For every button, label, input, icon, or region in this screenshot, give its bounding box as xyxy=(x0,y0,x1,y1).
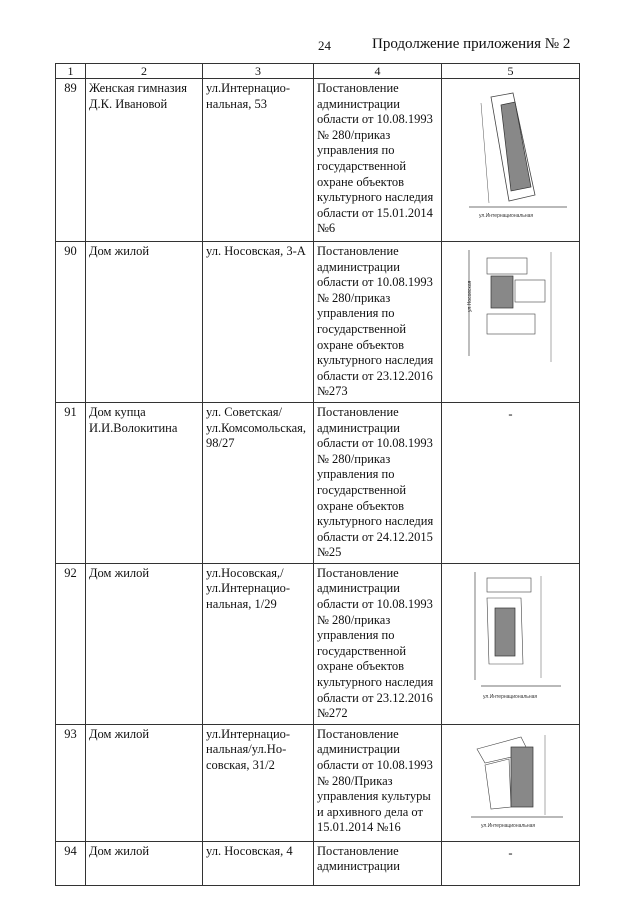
page-number: 24 xyxy=(318,38,331,53)
street-label: ул.Интернациональная xyxy=(482,693,537,700)
site-plan xyxy=(442,841,580,885)
protection-document: Постановление администрации области от 10.08.1993 № 280/Приказ управления культуры и архивного дела от 15.01.2014 №16 xyxy=(314,724,442,841)
column-header: 1 xyxy=(56,64,86,79)
object-address: ул. Носовская, 3-А xyxy=(203,242,314,403)
object-address: ул.Интернацио-нальная, 53 xyxy=(203,79,314,242)
site-plan-drawing xyxy=(451,729,571,833)
site-plan xyxy=(442,79,580,242)
row-number: 90 xyxy=(56,242,86,403)
no-plan-dash: - xyxy=(508,406,513,421)
row-number: 92 xyxy=(56,563,86,724)
table-row xyxy=(56,402,580,563)
column-header: 2 xyxy=(86,64,203,79)
table-header-row xyxy=(56,64,580,79)
object-name: Женская гимназия Д.К. Ивановой xyxy=(86,79,203,242)
appendix-title: Продолжение приложения № 2 xyxy=(372,36,571,52)
street-label: ул.Интернациональная xyxy=(480,822,535,829)
monuments-table xyxy=(55,63,580,886)
street-label: ул.Носовская xyxy=(466,280,473,312)
site-plan-drawing xyxy=(451,568,571,704)
no-plan-dash: - xyxy=(508,845,513,860)
row-number: 93 xyxy=(56,724,86,841)
object-address: ул. Советская/ ул.Комсомольская, 98/27 xyxy=(203,402,314,563)
column-header: 5 xyxy=(442,64,580,79)
site-plan xyxy=(442,563,580,724)
protection-document: Постановление администрации xyxy=(314,841,442,885)
protection-document: Постановление администрации области от 10.08.1993 № 280/приказ управления по государственной охране объектов культурного наследия области от 23.12.2016 №273 xyxy=(314,242,442,403)
object-name: Дом жилой xyxy=(86,242,203,403)
protection-document: Постановление администрации области от 10.08.1993 № 280/приказ управления по государственной охране объектов культурного наследия области от 23.12.2016 №272 xyxy=(314,563,442,724)
table-row xyxy=(56,242,580,403)
object-address: ул.Носовская,/ ул.Интернацио-нальная, 1/29 xyxy=(203,563,314,724)
table-row xyxy=(56,563,580,724)
object-name: Дом жилой xyxy=(86,841,203,885)
object-name: Дом жилой xyxy=(86,724,203,841)
protection-document: Постановление администрации области от 10.08.1993 № 280/приказ управления по государственной охране объектов культурного наследия области от 24.12.2015 №25 xyxy=(314,402,442,563)
street-label: ул.Интернациональная xyxy=(478,213,533,219)
site-plan xyxy=(442,402,580,563)
object-address: ул.Интернацио-нальная/ул.Но-совская, 31/2 xyxy=(203,724,314,841)
site-plan-drawing xyxy=(451,246,571,374)
site-plan xyxy=(442,724,580,841)
table-row xyxy=(56,79,580,242)
row-number: 94 xyxy=(56,841,86,885)
site-plan-drawing xyxy=(451,83,571,223)
object-name: Дом жилой xyxy=(86,563,203,724)
column-header: 4 xyxy=(314,64,442,79)
row-number: 91 xyxy=(56,402,86,563)
table-row xyxy=(56,724,580,841)
page-header xyxy=(0,38,640,58)
site-plan xyxy=(442,242,580,403)
object-address: ул. Носовская, 4 xyxy=(203,841,314,885)
column-header: 3 xyxy=(203,64,314,79)
protection-document: Постановление администрации области от 10.08.1993 № 280/приказ управления по государственной охране объектов культурного наследия области от 15.01.2014 №6 xyxy=(314,79,442,242)
table-row xyxy=(56,841,580,885)
row-number: 89 xyxy=(56,79,86,242)
object-name: Дом купца И.И.Волокитина xyxy=(86,402,203,563)
